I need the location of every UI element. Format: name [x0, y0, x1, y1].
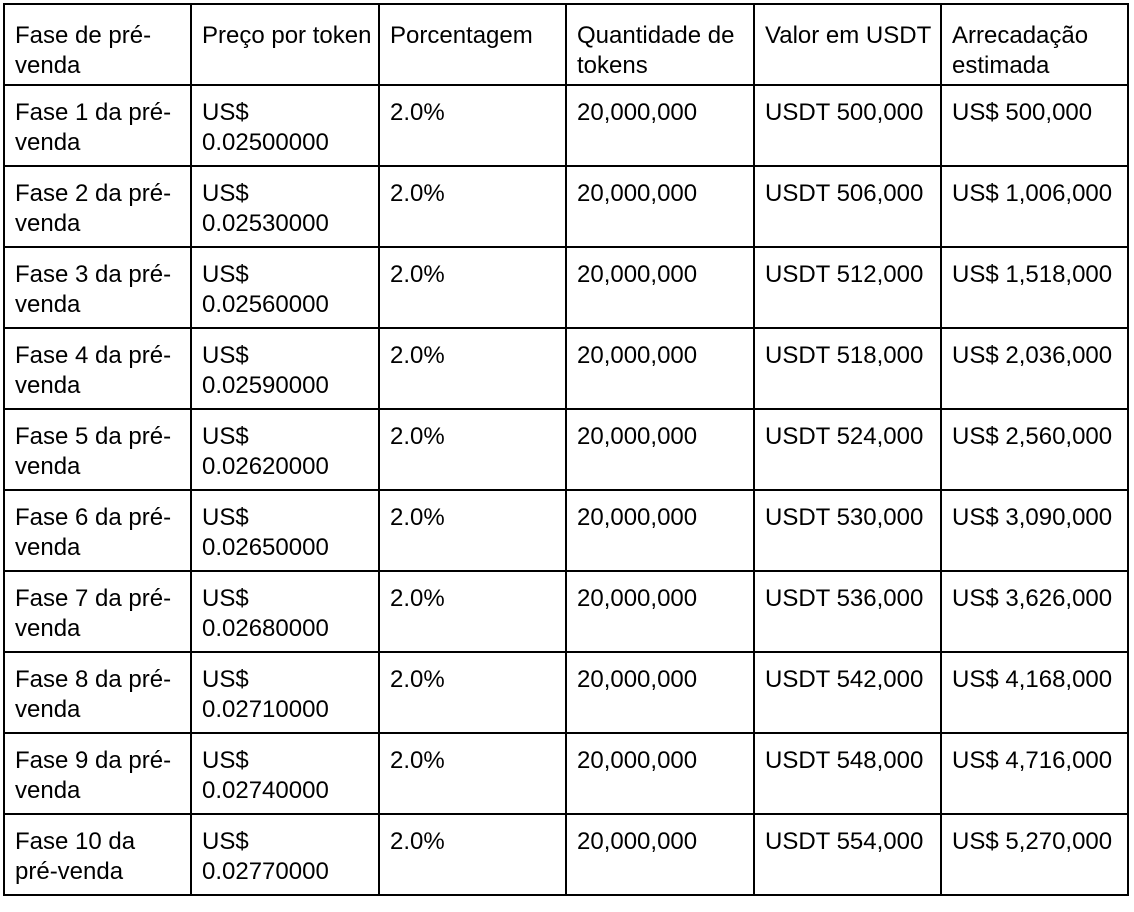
table-row — [4, 652, 1128, 733]
cell-usdt-value: USDT 500,000 — [754, 85, 941, 166]
cell-token-quantity: 20,000,000 — [566, 733, 754, 814]
cell-phase: Fase 9 da pré-venda — [4, 733, 191, 814]
cell-usdt-value: USDT 530,000 — [754, 490, 941, 571]
table-row — [4, 490, 1128, 571]
cell-percentage: 2.0% — [379, 166, 566, 247]
header-usdt-value: Valor em USDT — [754, 4, 941, 85]
presale-phases-table — [3, 3, 1129, 896]
cell-percentage: 2.0% — [379, 571, 566, 652]
cell-estimated-raise: US$ 3,626,000 — [941, 571, 1128, 652]
cell-token-price: US$ 0.02560000 — [191, 247, 379, 328]
table-row — [4, 733, 1128, 814]
cell-percentage: 2.0% — [379, 490, 566, 571]
cell-percentage: 2.0% — [379, 409, 566, 490]
cell-percentage: 2.0% — [379, 733, 566, 814]
cell-token-quantity: 20,000,000 — [566, 490, 754, 571]
cell-usdt-value: USDT 506,000 — [754, 166, 941, 247]
cell-estimated-raise: US$ 2,560,000 — [941, 409, 1128, 490]
table-row — [4, 247, 1128, 328]
cell-estimated-raise: US$ 3,090,000 — [941, 490, 1128, 571]
table-row — [4, 166, 1128, 247]
cell-estimated-raise: US$ 1,006,000 — [941, 166, 1128, 247]
table-row — [4, 328, 1128, 409]
cell-phase: Fase 7 da pré-venda — [4, 571, 191, 652]
cell-percentage: 2.0% — [379, 85, 566, 166]
cell-estimated-raise: US$ 500,000 — [941, 85, 1128, 166]
cell-estimated-raise: US$ 4,716,000 — [941, 733, 1128, 814]
cell-estimated-raise: US$ 5,270,000 — [941, 814, 1128, 895]
cell-usdt-value: USDT 554,000 — [754, 814, 941, 895]
cell-usdt-value: USDT 542,000 — [754, 652, 941, 733]
cell-usdt-value: USDT 512,000 — [754, 247, 941, 328]
cell-token-price: US$ 0.02590000 — [191, 328, 379, 409]
cell-token-quantity: 20,000,000 — [566, 247, 754, 328]
cell-token-price: US$ 0.02710000 — [191, 652, 379, 733]
cell-usdt-value: USDT 536,000 — [754, 571, 941, 652]
cell-estimated-raise: US$ 4,168,000 — [941, 652, 1128, 733]
cell-phase: Fase 4 da pré-venda — [4, 328, 191, 409]
header-token-quantity: Quantidade de tokens — [566, 4, 754, 85]
table-header — [4, 4, 1128, 85]
presale-table-container — [3, 3, 1129, 896]
cell-token-price: US$ 0.02770000 — [191, 814, 379, 895]
table-row — [4, 571, 1128, 652]
cell-token-quantity: 20,000,000 — [566, 571, 754, 652]
cell-phase: Fase 3 da pré-venda — [4, 247, 191, 328]
cell-usdt-value: USDT 524,000 — [754, 409, 941, 490]
cell-token-price: US$ 0.02740000 — [191, 733, 379, 814]
cell-usdt-value: USDT 548,000 — [754, 733, 941, 814]
cell-phase: Fase 8 da pré-venda — [4, 652, 191, 733]
cell-token-price: US$ 0.02680000 — [191, 571, 379, 652]
cell-token-quantity: 20,000,000 — [566, 328, 754, 409]
cell-token-price: US$ 0.02500000 — [191, 85, 379, 166]
table-row — [4, 409, 1128, 490]
cell-token-quantity: 20,000,000 — [566, 652, 754, 733]
header-percentage: Porcentagem — [379, 4, 566, 85]
cell-usdt-value: USDT 518,000 — [754, 328, 941, 409]
table-body — [4, 85, 1128, 895]
header-phase: Fase de pré-venda — [4, 4, 191, 85]
cell-percentage: 2.0% — [379, 328, 566, 409]
cell-phase: Fase 1 da pré-venda — [4, 85, 191, 166]
cell-token-quantity: 20,000,000 — [566, 85, 754, 166]
table-row — [4, 814, 1128, 895]
cell-token-price: US$ 0.02650000 — [191, 490, 379, 571]
cell-phase: Fase 10 da pré-venda — [4, 814, 191, 895]
cell-percentage: 2.0% — [379, 652, 566, 733]
cell-phase: Fase 2 da pré-venda — [4, 166, 191, 247]
header-row — [4, 4, 1128, 85]
cell-token-quantity: 20,000,000 — [566, 814, 754, 895]
cell-percentage: 2.0% — [379, 814, 566, 895]
cell-estimated-raise: US$ 1,518,000 — [941, 247, 1128, 328]
header-token-price: Preço por token — [191, 4, 379, 85]
cell-phase: Fase 6 da pré-venda — [4, 490, 191, 571]
cell-token-price: US$ 0.02620000 — [191, 409, 379, 490]
table-row — [4, 85, 1128, 166]
cell-token-quantity: 20,000,000 — [566, 166, 754, 247]
header-estimated-raise: Arrecadação estimada — [941, 4, 1128, 85]
cell-phase: Fase 5 da pré-venda — [4, 409, 191, 490]
cell-token-quantity: 20,000,000 — [566, 409, 754, 490]
cell-token-price: US$ 0.02530000 — [191, 166, 379, 247]
cell-estimated-raise: US$ 2,036,000 — [941, 328, 1128, 409]
cell-percentage: 2.0% — [379, 247, 566, 328]
